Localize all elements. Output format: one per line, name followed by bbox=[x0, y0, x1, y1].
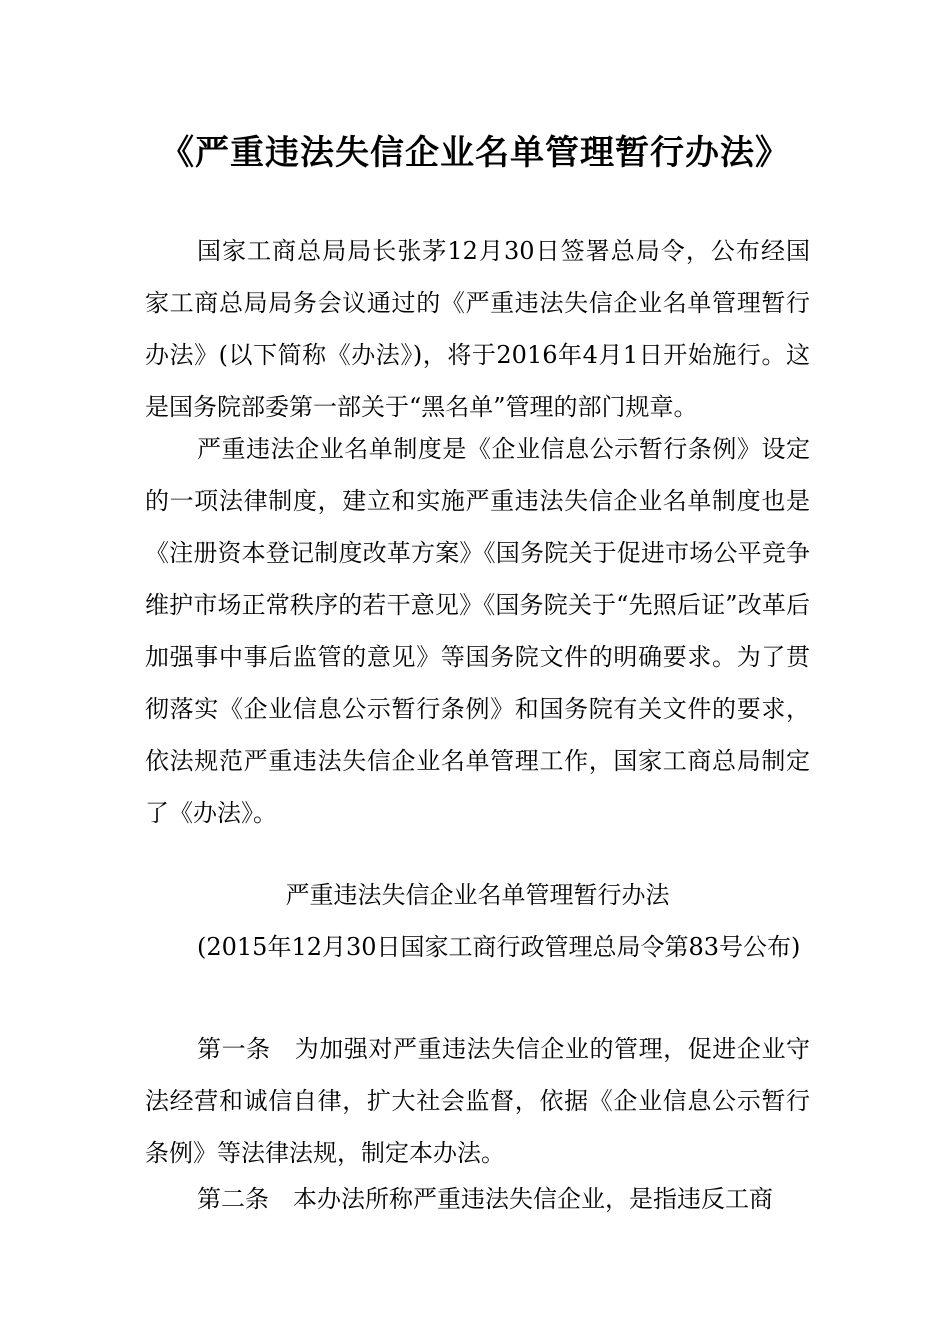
intro-paragraph-2: 严重违法企业名单制度是《企业信息公示暂行条例》设定的一项法律制度，建立和实施严重违法失信企业名单制度也是《注册资本登记制度改革方案》《国务院关于促进市场公平竞争维护市场正常秩序的若干意见》《国务院关于“先照后证”改革后加强事中事后监管的意见》等国务院文件的明确要求。为了贯彻落实《企业信息公示暂行条例》和国务院有关文件的要求，依法规范严重违法失信企业名单管理工作，国家工商总局制定了《办法》。 bbox=[145, 435, 810, 827]
publication-note: (2015年12月30日国家工商行政管理总局令第83号公布) bbox=[197, 933, 801, 961]
regulation-title: 严重违法失信企业名单管理暂行办法 bbox=[285, 881, 670, 909]
article-1 bbox=[145, 1023, 810, 1179]
article-1-label: 第一条 bbox=[197, 1035, 271, 1063]
article-1-text: 为加强对严重违法失信企业的管理，促进企业守法经营和诚信自律，扩大社会监督，依据《企业信息公示暂行条例》等法律法规，制定本办法。 bbox=[145, 1035, 811, 1167]
article-2-label: 第二条 bbox=[197, 1185, 269, 1213]
intro-paragraph-1: 国家工商总局局长张茅12月30日签署总局令，公布经国家工商总局局务会议通过的《严重违法失信企业名单管理暂行办法》(以下简称《办法》)，将于2016年4月1日开始施行。这是国务院部委第一部关于“黑名单”管理的部门规章。 bbox=[145, 237, 810, 421]
document-title: 《严重违法失信企业名单管理暂行办法》 bbox=[160, 133, 790, 173]
article-2-text: 本办法所称严重违法失信企业，是指违反工商 bbox=[293, 1185, 773, 1213]
article-2 bbox=[145, 1173, 810, 1225]
